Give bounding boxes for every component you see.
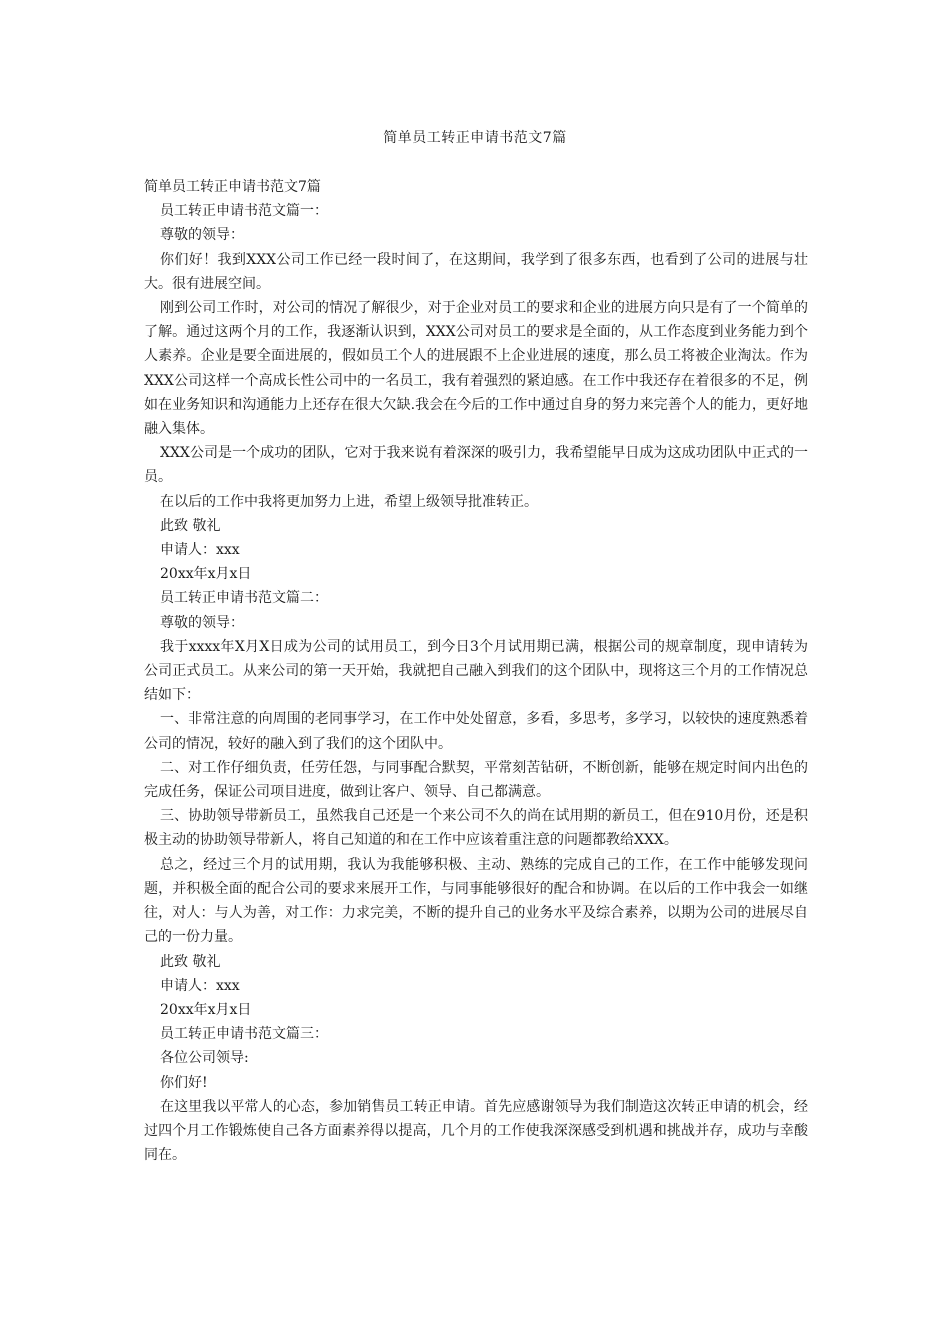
paragraph: 员工转正申请书范文篇一： (160, 203, 328, 220)
paragraph: 在这里我以平常人的心态，参加销售员工转正申请。首先应感谢领导为我们制造这次转正申请的机会，经过四个月工作锻炼使自己各方面素养得以提高，几个月的工作使我深深感受到机遇和挑战并存，成功与幸酸同在。 (144, 1098, 808, 1164)
paragraph: 各位公司领导: (160, 1050, 249, 1067)
paragraph: 三、协助领导带新员工，虽然我自己还是一个来公司不久的尚在试用期的新员工，但在910月份，还是积极主动的协助领导带新人，将自己知道的和在工作中应该着重注意的问题都教给XXX。 (144, 808, 808, 849)
paragraph: 一、非常注意的向周围的老同事学习，在工作中处处留意，多看，多思考，多学习，以较快的速度熟悉着公司的情况，较好的融入到了我们的这个团队中。 (144, 711, 808, 752)
paragraph: 申请人：xxx (160, 542, 240, 559)
document-title: 简单员工转正申请书范文7篇 (383, 130, 567, 146)
paragraph: 员工转正申请书范文篇二： (160, 590, 328, 607)
paragraph: 刚到公司工作时，对公司的情况了解很少，对于企业对员工的要求和企业的进展方向只是有了一个简单的了解。通过这两个月的工作，我逐渐认识到，XXX公司对员工的要求是全面的，从工作态度到业务能力到个人素养。企业是要全面进展的，假如员工个人的进展跟不上企业进展的速度，那么员工将被企业淘汰。作为XXX公司这样一个高成长性公司中的一名员工，我有着强烈的紧迫感。在工作中我还存在着很多的不足，例如在业务知识和沟通能力上还存在很大欠缺.我会在今后的工作中通过自身的努力来完善个人的能力，更好地融入集体。 (144, 300, 808, 438)
paragraph: 你们好! (160, 1074, 208, 1091)
paragraph: 20xx年x月x日 (160, 1001, 252, 1018)
paragraph: 此致 敬礼 (160, 517, 221, 534)
document-body (144, 175, 808, 1167)
paragraph: 二、对工作仔细负责，任劳任怨，与同事配合默契，平常刻苦钻研，不断创新，能够在规定时间内出色的完成任务，保证公司项目进度，做到让客户、领导、自己都满意。 (144, 759, 808, 801)
paragraph: 简单员工转正申请书范文7篇 (144, 179, 321, 195)
paragraph: 尊敬的领导： (160, 614, 244, 631)
paragraph: 在以后的工作中我将更加努力上进，希望上级领导批准转正。 (160, 493, 538, 510)
paragraph: 总之，经过三个月的试用期，我认为我能够积极、主动、熟练的完成自己的工作，在工作中能够发现问题，并积极全面的配合公司的要求来展开工作，与同事能够很好的配合和协调。在以后的工作中我会一如继往，对人：与人为善，对工作：力求完美，不断的提升自己的业务水平及综合素养，以期为公司的进展尽自己的一份力量。 (144, 856, 808, 946)
paragraph: 申请人：xxx (160, 977, 240, 994)
paragraph: 20xx年x月x日 (160, 566, 252, 583)
paragraph: 你们好！我到XXX公司工作已经一段时间了，在这期间，我学到了很多东西，也看到了公司的进展与壮大。很有进展空间。 (144, 251, 808, 292)
paragraph: 此致 敬礼 (160, 953, 221, 970)
paragraph: 我于xxxx年X月X日成为公司的试用员工，到今日3个月试用期已满，根据公司的规章制度，现申请转为公司正式员工。从来公司的第一天开始，我就把自己融入到我们的这个团队中，现将这三个月的工作情况总结如下： (144, 638, 808, 704)
paragraph: 员工转正申请书范文篇三： (160, 1026, 328, 1043)
paragraph: XXX公司是一个成功的团队，它对于我来说有着深深的吸引力，我希望能早日成为这成功团队中正式的一员。 (144, 445, 808, 486)
paragraph: 尊敬的领导： (160, 227, 244, 244)
